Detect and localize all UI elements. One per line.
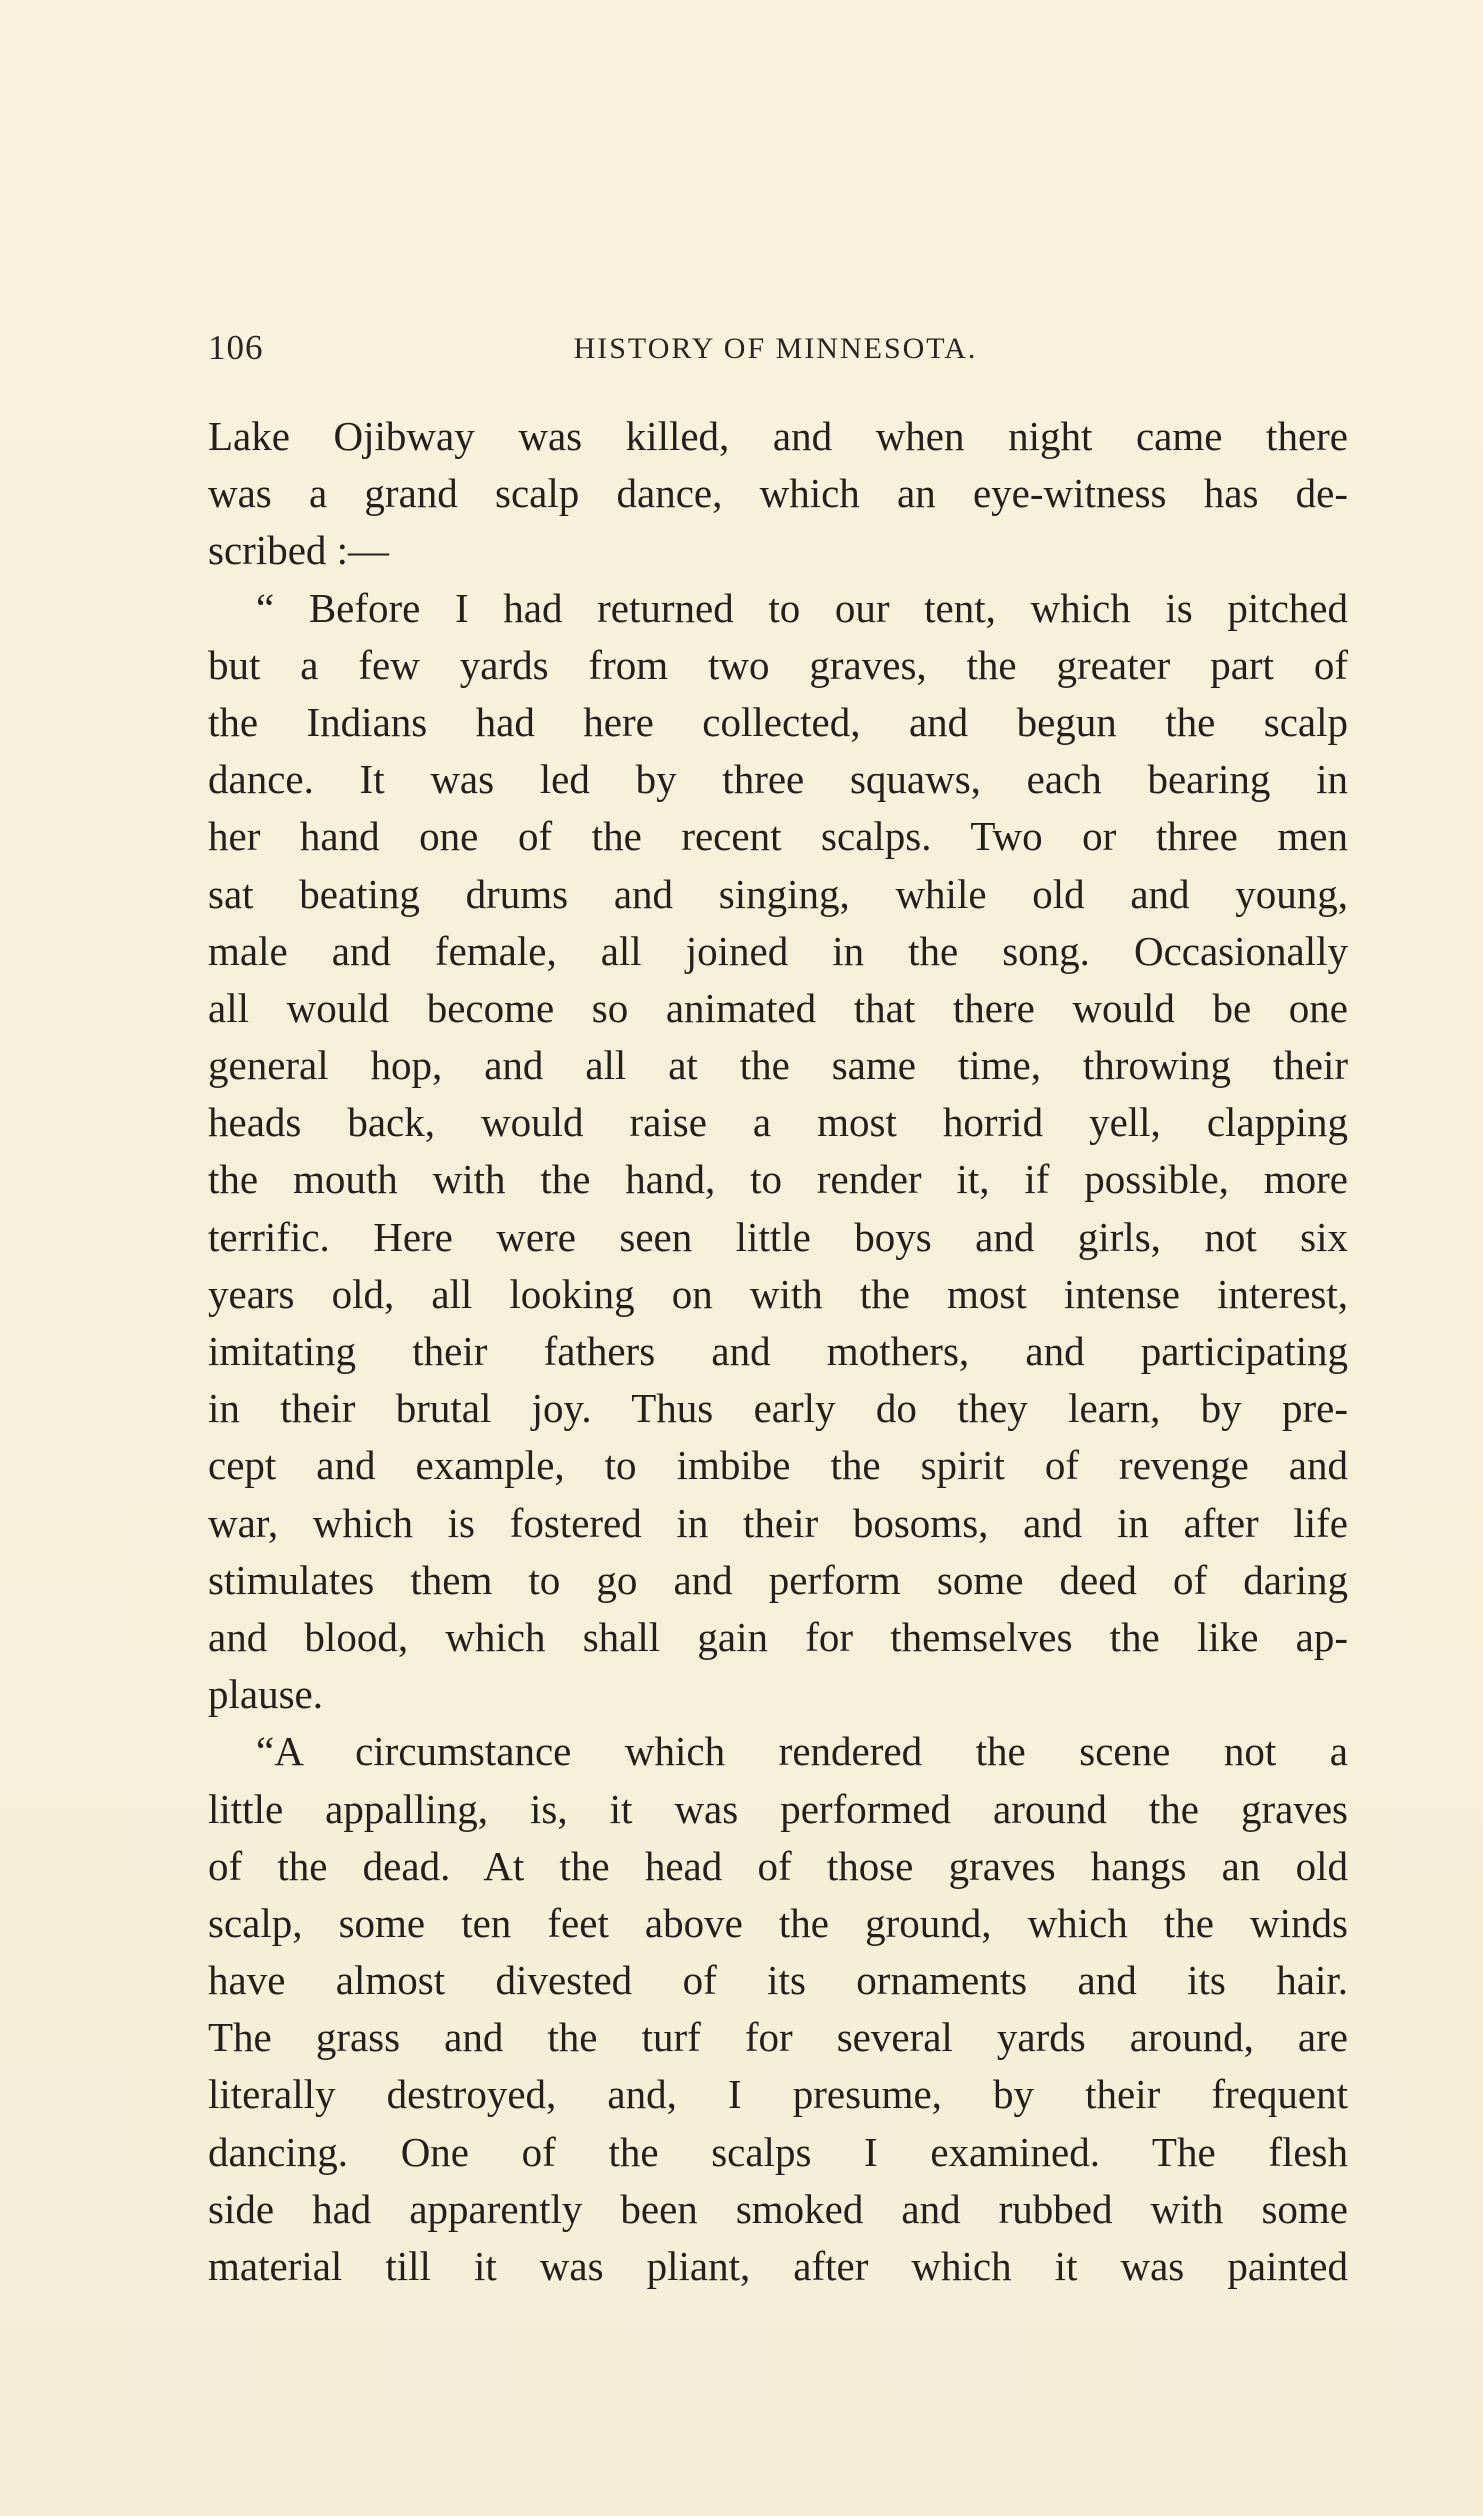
text-line: material till it was pliant, after which it was painted (208, 2243, 1348, 2289)
text-line: but a few yards from two graves, the greater part of (208, 641, 1348, 688)
text-line: dancing. One of the scalps I examined. The flesh (208, 2128, 1348, 2175)
body-text (208, 408, 1348, 2295)
text-line: years old, all looking on with the most intense interest, (208, 1270, 1348, 1317)
text-line: the mouth with the hand, to render it, if possible, more (208, 1156, 1348, 1203)
text-line: scalp, some ten feet above the ground, which the winds (208, 1899, 1348, 1946)
text-line: terrific. Here were seen little boys and girls, not six (208, 1213, 1348, 1260)
text-line: scribed :— (208, 527, 390, 574)
text-line: her hand one of the recent scalps. Two or three men (208, 813, 1348, 860)
text-line: of the dead. At the head of those graves hangs an old (208, 1842, 1348, 1889)
text-line: male and female, all joined in the song. Occasionally (208, 927, 1348, 974)
text-line: general hop, and all at the same time, throwing their (208, 1042, 1348, 1089)
running-title: HISTORY OF MINNESOTA. (573, 332, 978, 365)
text-line: plause. (208, 1671, 323, 1718)
page-number: 106 (208, 328, 264, 367)
text-line: cept and example, to imbibe the spirit of revenge and (208, 1442, 1348, 1489)
text-line: war, which is fostered in their bosoms, and in after life (208, 1499, 1348, 1546)
text-line: The grass and the turf for several yards around, are (208, 2014, 1348, 2061)
text-line: and blood, which shall gain for themselves the like ap- (208, 1613, 1348, 1660)
text-line: side had apparently been smoked and rubbed with some (208, 2185, 1348, 2232)
text-line: Lake Ojibway was killed, and when night came there (208, 413, 1348, 459)
text-line: literally destroyed, and, I presume, by their frequent (208, 2071, 1348, 2118)
text-line: was a grand scalp dance, which an eye-witness has de- (208, 470, 1348, 517)
text-line: “ Before I had returned to our tent, which is pitched (256, 584, 1348, 631)
text-line: dance. It was led by three squaws, each bearing in (208, 756, 1348, 803)
text-line: stimulates them to go and perform some deed of daring (208, 1556, 1348, 1603)
text-line: have almost divested of its ornaments and its hair. (208, 1957, 1348, 2004)
text-line: the Indians had here collected, and begun the scalp (208, 698, 1348, 745)
text-line: all would become so animated that there would be one (208, 984, 1348, 1031)
text-line: sat beating drums and singing, while old and young, (208, 870, 1348, 917)
text-line: in their brutal joy. Thus early do they learn, by pre- (208, 1385, 1348, 1432)
text-line: little appalling, is, it was performed around the graves (208, 1785, 1348, 1832)
text-line: heads back, would raise a most horrid yell, clapping (208, 1099, 1348, 1146)
text-line: “A circumstance which rendered the scene not a (256, 1728, 1348, 1775)
running-head (208, 328, 1343, 368)
text-line: imitating their fathers and mothers, and participating (208, 1328, 1348, 1374)
